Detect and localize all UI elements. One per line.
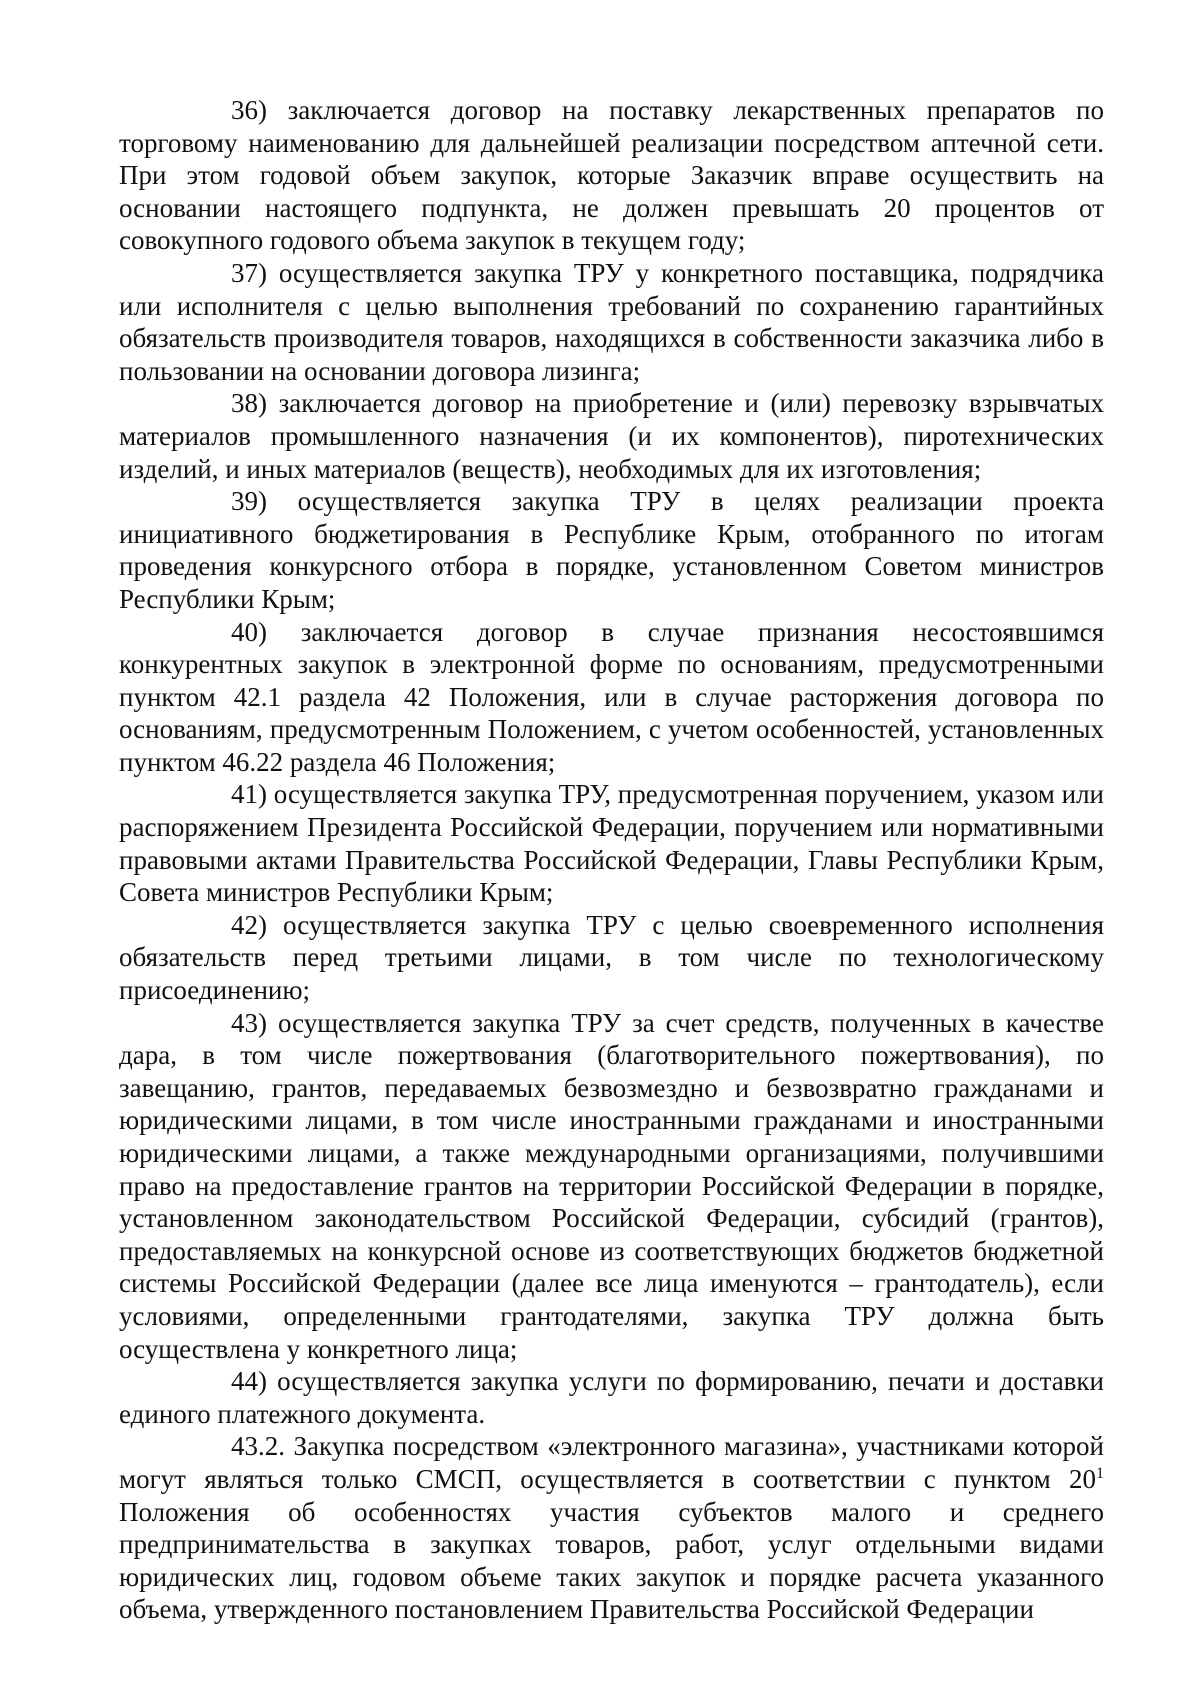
item-text: осуществляется закупка ТРУ в целях реализации проекта инициативного бюджетирования в Республике Крым, отобранного по итогам проведения конкурсного отбора в порядке, установленном Советом министров Республики Крым; <box>119 486 1105 614</box>
item-text: осуществляется закупка ТРУ, предусмотренная поручением, указом или распоряжением Президента Российской Федерации, поручением или нормативными правовыми актами Правительства Российской Федерации, Главы Республики Крым, Совета министров Республики Крым; <box>119 779 1105 908</box>
item-number: 40) <box>231 616 267 647</box>
list-item-39 <box>119 485 1104 615</box>
list-item-36 <box>119 94 1104 257</box>
item-text: заключается договор на приобретение и (или) перевозку взрывчатых материалов промышленного назначения (и их компонентов), пиротехнических изделий, и иных материалов (веществ), необходимых для их изготовления; <box>119 388 1104 484</box>
item-text: осуществляется закупка ТРУ у конкретного поставщика, подрядчика или исполнителя с целью выполнения требований по сохранению гарантийных обязательств производителя товаров, находящихся в собственности заказчика либо в пользовании на основании договора лизинга; <box>119 257 1104 386</box>
item-number: 37) <box>231 257 267 288</box>
list-item-38 <box>119 387 1104 485</box>
item-text: заключается договор на поставку лекарственных препаратов по торговому наименованию для дальнейшей реализации посредством аптечной сети. При этом годовой объем закупок, которые Заказчик вправе осуществить на основании настоящего подпункта, не должен превышать 20 процентов от совокупного годового объема закупок в текущем году; <box>119 95 1105 256</box>
item-number: 42) <box>231 909 267 940</box>
list-item-43 <box>119 1007 1104 1366</box>
list-item-42 <box>119 909 1104 1007</box>
document-body <box>119 94 1104 1626</box>
item-text: осуществляется закупка услуги по формированию, печати и доставки единого платежного документа. <box>119 1366 1104 1429</box>
item-number: 39) <box>231 486 267 517</box>
list-item-44 <box>119 1365 1104 1430</box>
clause-superscript: 1 <box>1096 1464 1104 1482</box>
clause-number: 43.2. <box>231 1431 285 1462</box>
item-text: осуществляется закупка ТРУ с целью своевременного исполнения обязательств перед третьими лицами, в том числе по технологическому присоединению; <box>119 909 1104 1006</box>
item-number: 36) <box>231 95 267 125</box>
item-text: осуществляется закупка ТРУ за счет средств, полученных в качестве дара, в том числе пожертвования (благотворительного пожертвования), по завещанию, грантов, передаваемых безвозмездно и безвозвратно гражданами и юридическими лицами, в том числе иностранными гражданами и иностранными юридическими лицами, а также международными организациями, получившими право на предоставление грантов на территории Российской Федерации в порядке, установленном законодательством Российской Федерации, субсидий (грантов), предоставляемых на конкурсной основе из соответствующих бюджетов бюджетной системы Российской Федерации (далее все лица именуются – грантодатель), если условиями, определенными грантодателями, закупка ТРУ должна быть осуществлена у конкретного лица; <box>119 1007 1104 1364</box>
item-number: 41) <box>231 779 267 810</box>
list-item-37 <box>119 257 1104 387</box>
item-number: 43) <box>231 1007 267 1038</box>
clause-text-start: Закупка посредством «электронного магазина», участниками которой могут являться только СМСП, осуществляется в соответствии с пунктом 20 <box>119 1431 1104 1494</box>
item-text: заключается договор в случае признания несостоявшимся конкурентных закупок в электронной форме по основаниям, предусмотренными пунктом 42.1 раздела 42 Положения, или в случае расторжения договора по основаниям, предусмотренным Положением, с учетом особенностей, установленных пунктом 46.22 раздела 46 Положения; <box>119 616 1104 777</box>
clause-text-end: Положения об особенностях участия субъектов малого и среднего предпринимательства в закупках товаров, работ, услуг отдельными видами юридических лиц, годовом объеме таких закупок и порядке расчета указанного объема, утвержденного постановлением Правительства Российской Федерации <box>119 1496 1104 1625</box>
clause-43-2 <box>119 1430 1104 1626</box>
list-item-41 <box>119 778 1104 908</box>
list-item-40 <box>119 616 1104 779</box>
item-number: 38) <box>231 388 267 419</box>
item-number: 44) <box>231 1366 267 1397</box>
